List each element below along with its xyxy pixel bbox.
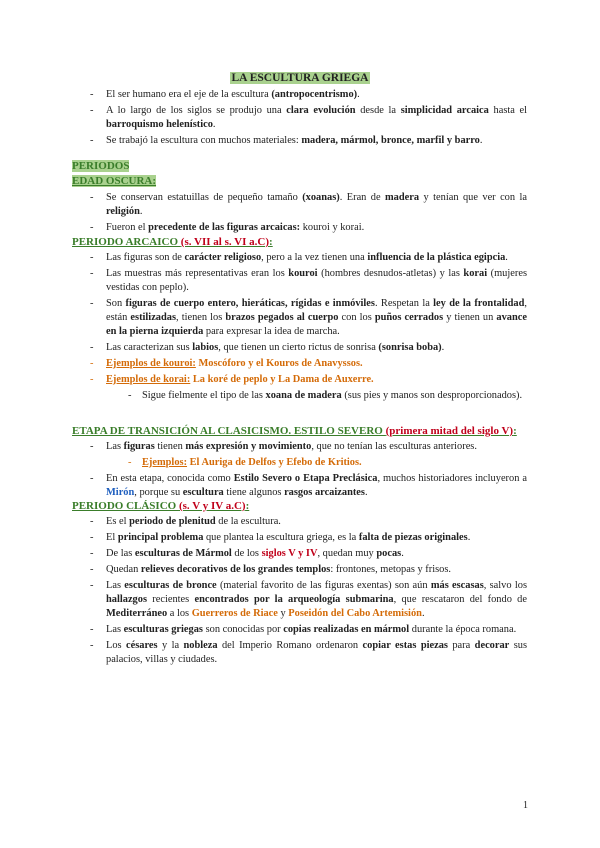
oscura-item: - Fueron el precedente de las figuras arcaicas: kouroi y korai. [72,221,527,235]
clasico-item: - Quedan relieves decorativos de los grandes templos: frontones, metopas y frisos. [72,563,527,577]
edad-oscura-heading: EDAD OSCURA: [72,175,157,187]
transicion-heading: ETAPA DE TRANSICIÓN AL CLASICISMO. ESTILO SEVERO (primera mitad del siglo V): [72,425,517,437]
transicion-list [72,440,527,502]
arcaico-item: - Son figuras de cuerpo entero, hieráticas, rígidas e inmóviles. Respetan la ley de la frontalidad, están estilizadas, tienen los brazos pegados al cuerpo con los puños cerrados y tienen un avance en la pierna izquierda para expresar la idea de marcha. [72,297,527,339]
arcaico-item: - Las muestras más representativas eran los kouroi (hombres desnudos-atletas) y las korai (mujeres vestidas con peplo). [72,267,527,295]
intro-list [72,88,527,150]
arcaico-list [72,251,527,405]
clasico-item: - Los césares y la nobleza del Imperio Romano ordenaron copiar estas piezas para decorar sus palacios, villas y ciudades. [72,639,527,667]
arcaico-heading: PERIODO ARCAICO (s. VII al s. VI a.C): [72,236,273,248]
intro-item: - Se trabajó la escultura con muchos materiales: madera, mármol, bronce, marfil y barro. [72,134,527,148]
clasico-heading: PERIODO CLÁSICO (s. V y IV a.C): [72,500,250,512]
transicion-item: - Las figuras tienen más expresión y movimiento, que no tenían las esculturas anteriores. [72,440,527,454]
clasico-item: - El principal problema que plantea la escultura griega, es la falta de piezas originales. [72,531,527,545]
clasico-item: - Las esculturas de bronce (material favorito de las figuras exentas) son aún más escasas, salvo los hallazgos recientes encontrados por la arqueología submarina, que rescataron del fondo de Mediterráneo a los Guerreros de Riace y Poseidón del Cabo Artemisión. [72,579,527,621]
clasico-item: - Es el periodo de plenitud de la escultura. [72,515,527,529]
clasico-item: - Las esculturas griegas son conocidas por copias realizadas en mármol durante la época romana. [72,623,527,637]
transicion-item: - En esta etapa, conocida como Estilo Severo o Etapa Preclásica, muchos historiadores incluyeron a Mirón, porque su escultura tiene algunos rasgos arcaizantes. [72,472,527,500]
arcaico-item: - Las caracterizan sus labios, que tienen un cierto rictus de sonrisa (sonrisa boba). [72,341,527,355]
oscura-item: - Se conservan estatuillas de pequeño tamaño (xoanas). Eran de madera y tenían que ver con la religión. [72,191,527,219]
transicion-item: - Ejemplos: El Auriga de Delfos y Efebo de Kritios. [72,456,527,470]
intro-item: - A lo largo de los siglos se produjo una clara evolución desde la simplicidad arcaica hasta el barroquismo helenístico. [72,104,527,132]
arcaico-item: - Las figuras son de carácter religioso, pero a la vez tienen una influencia de la plástica egipcia. [72,251,527,265]
clasico-item: - De las esculturas de Mármol de los siglos V y IV, quedan muy pocas. [72,547,527,561]
clasico-list [72,515,527,669]
page-number: 1 [523,800,528,811]
intro-item: - El ser humano era el eje de la escultura (antropocentrismo). [72,88,527,102]
periodos-heading: PERIODOS [72,160,130,172]
arcaico-item: - Ejemplos de korai: La koré de peplo y La Dama de Auxerre. [72,373,527,387]
oscura-list [72,191,527,237]
arcaico-item: - Sigue fielmente el tipo de las xoana de madera (sus pies y manos son desproporcionados). [72,389,527,403]
document-title: LA ESCULTURA GRIEGA [231,72,369,84]
arcaico-item: - Ejemplos de kouroi: Moscóforo y el Kouros de Anavyssos. [72,357,527,371]
